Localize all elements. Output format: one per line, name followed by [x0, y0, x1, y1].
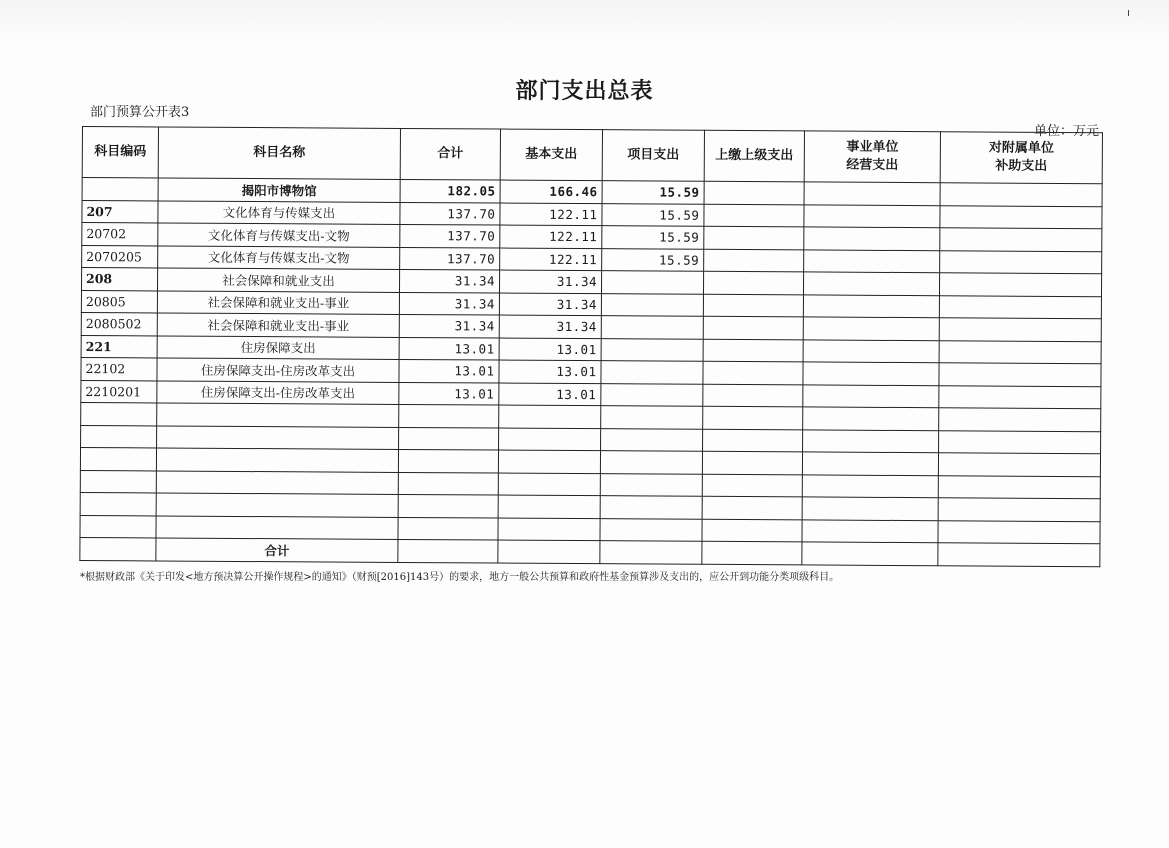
cell-remit: [702, 496, 802, 519]
cell-enterprise: [804, 227, 940, 250]
cell-project: [601, 338, 703, 361]
cell-name: 文化体育与传媒支出-文物: [158, 245, 400, 269]
cell-project: [600, 473, 702, 496]
form-number: 部门预算公开表3: [90, 105, 190, 120]
cell-name: 社会保障和就业支出: [157, 268, 399, 292]
cell-code: 207: [82, 200, 158, 223]
cell-project: [601, 361, 703, 384]
cell-total: [398, 494, 498, 517]
cell-subsidy: [939, 273, 1101, 296]
cell-enterprise: [803, 272, 939, 295]
total-cell-code: [80, 537, 156, 560]
cell-code: [81, 425, 157, 448]
cell-code: [80, 492, 156, 515]
cell-name: 社会保障和就业支出-事业: [157, 313, 399, 337]
cell-name: 揭阳市博物馆: [158, 178, 400, 202]
total-cell-enterprise: [802, 542, 938, 565]
cell-code: 20805: [81, 290, 157, 313]
cell-code: 22102: [81, 357, 157, 380]
cell-basic: [498, 518, 600, 541]
cell-enterprise: [803, 384, 939, 407]
cell-name: 住房保障支出-住房改革支出: [157, 358, 399, 382]
header-enterprise-line2: 经营支出: [846, 157, 899, 173]
cell-enterprise: [803, 407, 939, 430]
unit-label: 单位：万元: [1033, 124, 1099, 139]
cell-remit: [702, 519, 802, 542]
expenditure-table: [79, 126, 1103, 567]
cell-remit: [704, 249, 804, 272]
cell-name: [156, 470, 398, 494]
cell-subsidy: [940, 183, 1102, 206]
cell-basic: 31.34: [499, 293, 601, 316]
scan-artifact: [0, 0, 1169, 40]
cell-remit: [703, 406, 803, 429]
cell-subsidy: [938, 498, 1100, 521]
cell-enterprise: [803, 339, 939, 362]
cell-subsidy: [939, 318, 1101, 341]
cell-remit: [703, 294, 803, 317]
cell-name: [156, 493, 398, 517]
cell-remit: [704, 204, 804, 227]
cell-subsidy: [939, 340, 1101, 363]
table-body: [80, 178, 1102, 567]
cell-code: [80, 515, 156, 538]
cell-name: 文化体育与传媒支出: [158, 200, 400, 224]
cell-subsidy: [939, 430, 1101, 453]
cell-basic: [498, 450, 600, 473]
cell-basic: [499, 428, 601, 451]
cell-total: 13.01: [399, 337, 499, 360]
cell-subsidy: [939, 408, 1101, 431]
cell-enterprise: [802, 497, 938, 520]
cell-project: [601, 406, 703, 429]
cell-basic: [498, 473, 600, 496]
cell-code: [81, 402, 157, 425]
cell-remit: [702, 474, 802, 497]
cell-code: 2080502: [81, 312, 157, 335]
cell-basic: 13.01: [499, 338, 601, 361]
cell-basic: 31.34: [499, 270, 601, 293]
cell-enterprise: [804, 204, 940, 227]
header-basic: 基本支出: [500, 129, 602, 181]
cell-basic: 166.46: [500, 180, 602, 203]
footnote: *根据财政部《关于印发<地方预决算公开操作规程>的通知》（财预[2016]143号）的要求，地方一般公共预算和政府性基金预算涉及支出的，应公开到功能分类项级科目。: [80, 572, 840, 583]
cell-subsidy: [939, 385, 1101, 408]
cell-subsidy: [940, 250, 1102, 273]
cell-name: [156, 515, 398, 539]
total-cell-project: [600, 541, 702, 564]
cell-enterprise: [803, 294, 939, 317]
cell-project: [601, 316, 703, 339]
cell-code: 2070205: [82, 245, 158, 268]
cell-code: 221: [81, 335, 157, 358]
cell-remit: [703, 429, 803, 452]
cell-code: 208: [81, 268, 157, 291]
cell-project: 15.59: [602, 226, 704, 249]
cell-remit: [703, 316, 803, 339]
cell-name: 社会保障和就业支出-事业: [157, 290, 399, 314]
header-name: 科目名称: [158, 127, 400, 179]
cell-subsidy: [938, 453, 1100, 476]
total-cell-total: [398, 539, 498, 562]
cell-basic: 13.01: [499, 360, 601, 383]
header-subsidy: [940, 132, 1102, 184]
header-subsidy-line2: 补助支出: [995, 158, 1048, 174]
cell-subsidy: [940, 205, 1102, 228]
cell-remit: [704, 181, 804, 204]
cell-basic: 122.11: [500, 248, 602, 271]
cell-code: [80, 470, 156, 493]
cell-enterprise: [803, 362, 939, 385]
scan-mark: [1128, 10, 1133, 16]
cell-enterprise: [804, 249, 940, 272]
cell-code: [82, 178, 158, 201]
cell-code: 2210201: [81, 380, 157, 403]
cell-code: [80, 447, 156, 470]
total-cell-remit: [702, 541, 802, 564]
cell-remit: [704, 226, 804, 249]
total-cell-name: 合计: [156, 538, 398, 562]
cell-total: 31.34: [399, 292, 499, 315]
header-subsidy-line1: 对附属单位: [988, 140, 1054, 156]
cell-project: [601, 383, 703, 406]
table-total-row: [80, 537, 1100, 566]
cell-total: [398, 517, 498, 540]
cell-project: [601, 428, 703, 451]
cell-remit: [703, 361, 803, 384]
cell-project: 15.59: [602, 181, 704, 204]
cell-total: [398, 472, 498, 495]
total-cell-subsidy: [938, 543, 1100, 566]
cell-name: 住房保障支出-住房改革支出: [157, 380, 399, 404]
cell-name: 住房保障支出: [157, 335, 399, 359]
cell-project: 15.59: [602, 248, 704, 271]
cell-name: [156, 448, 398, 472]
header-total: 合计: [400, 128, 500, 180]
cell-code: 20702: [82, 223, 158, 246]
cell-total: 137.70: [400, 224, 500, 247]
cell-subsidy: [938, 520, 1100, 543]
header-project: 项目支出: [602, 130, 704, 182]
cell-enterprise: [802, 452, 938, 475]
cell-total: [399, 404, 499, 427]
cell-enterprise: [803, 429, 939, 452]
cell-project: [600, 518, 702, 541]
header-enterprise-line1: 事业单位: [846, 139, 899, 155]
cell-total: 13.01: [399, 359, 499, 382]
cell-enterprise: [803, 317, 939, 340]
cell-total: [398, 449, 498, 472]
header-enterprise: [804, 131, 940, 183]
cell-project: [601, 271, 703, 294]
cell-total: 13.01: [399, 382, 499, 405]
cell-name: 文化体育与传媒支出-文物: [158, 223, 400, 247]
cell-project: [600, 496, 702, 519]
header-remit: 上缴上级支出: [704, 130, 804, 182]
cell-total: 137.70: [400, 247, 500, 270]
cell-total: 182.05: [400, 179, 500, 202]
cell-remit: [703, 339, 803, 362]
cell-name: [157, 403, 399, 427]
cell-enterprise: [804, 182, 940, 205]
cell-subsidy: [938, 475, 1100, 498]
cell-basic: [498, 495, 600, 518]
cell-basic: 122.11: [500, 203, 602, 226]
cell-basic: 122.11: [500, 225, 602, 248]
cell-remit: [703, 384, 803, 407]
cell-project: 15.59: [602, 203, 704, 226]
table-header-row: [82, 127, 1102, 184]
cell-total: 31.34: [399, 314, 499, 337]
cell-total: [399, 427, 499, 450]
page-title: 部门支出总表: [515, 78, 654, 104]
cell-basic: 31.34: [499, 315, 601, 338]
cell-subsidy: [939, 363, 1101, 386]
cell-project: [600, 451, 702, 474]
cell-basic: [499, 405, 601, 428]
cell-total: 137.70: [400, 202, 500, 225]
cell-remit: [702, 451, 802, 474]
cell-remit: [703, 271, 803, 294]
header-code: 科目编码: [82, 127, 158, 178]
cell-project: [601, 293, 703, 316]
cell-name: [157, 425, 399, 449]
cell-enterprise: [802, 474, 938, 497]
cell-enterprise: [802, 519, 938, 542]
cell-subsidy: [939, 295, 1101, 318]
total-cell-basic: [498, 540, 600, 563]
cell-total: 31.34: [399, 269, 499, 292]
cell-subsidy: [940, 228, 1102, 251]
cell-basic: 13.01: [499, 383, 601, 406]
